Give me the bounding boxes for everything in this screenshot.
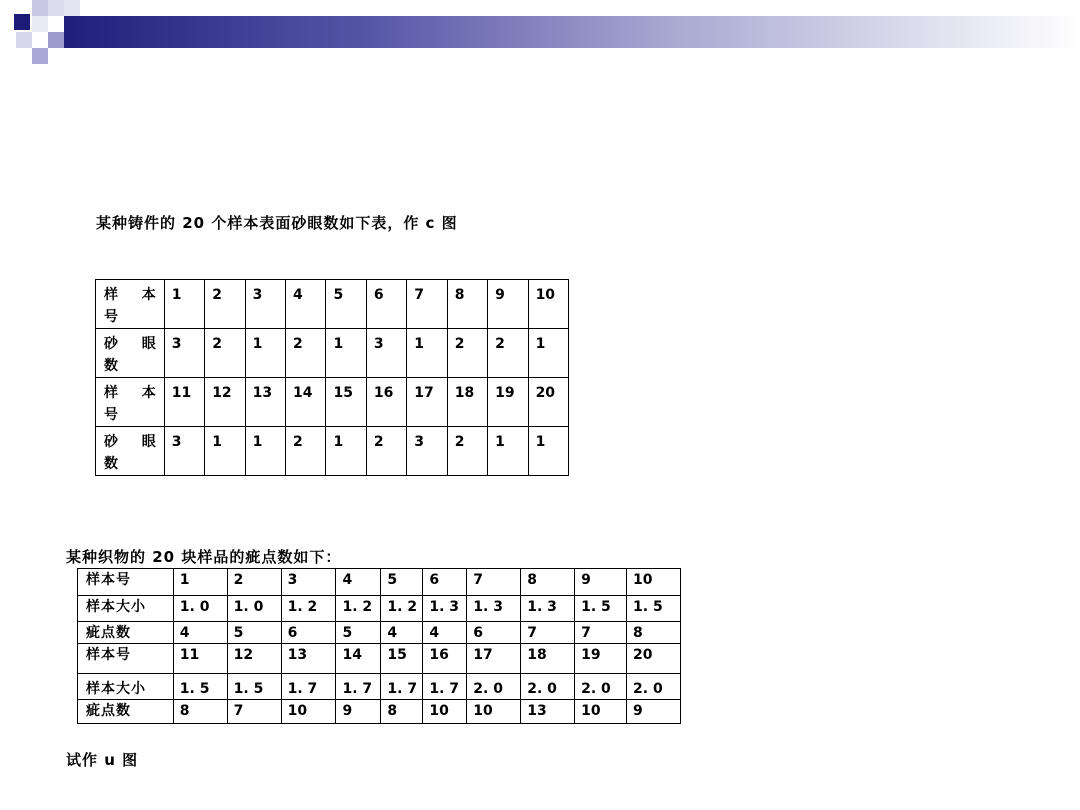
table-cell: 2: [447, 427, 487, 476]
header-square: [64, 0, 80, 16]
table-cell: 2. 0: [467, 674, 521, 700]
table-cell: 4: [286, 280, 326, 329]
table-cell: 15: [381, 644, 423, 674]
table-cell: 17: [407, 378, 447, 427]
table-cell: 1. 3: [521, 596, 575, 622]
table-cell: 7: [227, 700, 281, 724]
table-cell: 8: [447, 280, 487, 329]
table-cell: 1: [488, 427, 528, 476]
table-cell: 4: [381, 622, 423, 644]
row-label-line: 数: [104, 358, 118, 374]
header-square: [14, 14, 30, 30]
table-cell: 9: [488, 280, 528, 329]
table-cell: 1. 5: [627, 596, 681, 622]
table-cell: 3: [281, 569, 336, 596]
table-cell: 1: [245, 427, 285, 476]
table-cell: 1: [245, 329, 285, 378]
header-square: [48, 32, 64, 48]
table-cell: 1. 7: [281, 674, 336, 700]
row-label: [96, 329, 165, 378]
table-cell: 15: [326, 378, 366, 427]
table-cell: 11: [173, 644, 227, 674]
table-cell: 1. 0: [227, 596, 281, 622]
row-label: [96, 378, 165, 427]
table-cell: 1. 7: [423, 674, 467, 700]
table-cell: 1. 7: [336, 674, 381, 700]
table-cell: 1. 2: [336, 596, 381, 622]
header-square: [32, 48, 48, 64]
header-square: [16, 32, 32, 48]
row-label-line: 砂 眼: [104, 434, 156, 450]
table-cell: 10: [528, 280, 568, 329]
table-cell: 6: [366, 280, 406, 329]
table-cell: 3: [245, 280, 285, 329]
table-cell: 2. 0: [627, 674, 681, 700]
table-cell: 13: [521, 700, 575, 724]
table-cell: 10: [281, 700, 336, 724]
table-cell: 7: [575, 622, 627, 644]
table1-caption: 某种铸件的 20 个样本表面砂眼数如下表，作 c 图: [96, 214, 458, 232]
table-row: [78, 700, 681, 724]
row-label-line: 样 本: [104, 287, 156, 303]
table-cell: 4: [173, 622, 227, 644]
row-label-line: 号: [104, 407, 118, 423]
row-label: 样本大小: [78, 596, 174, 622]
table-cell: 10: [575, 700, 627, 724]
table-cell: 7: [407, 280, 447, 329]
table-cell: 1. 3: [467, 596, 521, 622]
table-cell: 16: [366, 378, 406, 427]
row-label: 样本大小: [78, 674, 174, 700]
row-label-line: 数: [104, 456, 118, 472]
table-cell: 12: [227, 644, 281, 674]
row-label-line: 砂 眼: [104, 336, 156, 352]
table-cell: 1: [205, 427, 245, 476]
table-cell: 2: [227, 569, 281, 596]
table-cell: 1: [407, 329, 447, 378]
table-cell: 5: [336, 622, 381, 644]
table-cell: 6: [467, 622, 521, 644]
row-label: 疵点数: [78, 700, 174, 724]
table-row: [78, 674, 681, 700]
table-cell: 6: [423, 569, 467, 596]
sand-hole-table: [95, 279, 569, 476]
header-square: [48, 0, 64, 16]
table-cell: 1. 7: [381, 674, 423, 700]
table-cell: 2. 0: [521, 674, 575, 700]
table-cell: 4: [336, 569, 381, 596]
table-row: [96, 280, 569, 329]
header-square: [32, 16, 48, 32]
table-cell: 2: [488, 329, 528, 378]
row-label-line: 号: [104, 309, 118, 325]
table-cell: 1. 2: [381, 596, 423, 622]
table-cell: 1: [164, 280, 204, 329]
row-label-line: 样 本: [104, 385, 156, 401]
fabric-defect-table: [77, 568, 681, 724]
table-cell: 2: [286, 329, 326, 378]
row-label: [96, 427, 165, 476]
table-row: [78, 644, 681, 674]
row-label: 疵点数: [78, 622, 174, 644]
row-label: 样本号: [78, 569, 174, 596]
table-cell: 3: [164, 329, 204, 378]
table-cell: 1. 5: [575, 596, 627, 622]
table-cell: 20: [528, 378, 568, 427]
table-cell: 14: [336, 644, 381, 674]
table-cell: 8: [381, 700, 423, 724]
table-cell: 2. 0: [575, 674, 627, 700]
table-cell: 1. 0: [173, 596, 227, 622]
table-cell: 12: [205, 378, 245, 427]
table-cell: 13: [281, 644, 336, 674]
table-row: [96, 378, 569, 427]
header-square: [32, 0, 48, 16]
table-cell: 1: [528, 329, 568, 378]
table-cell: 6: [281, 622, 336, 644]
table-cell: 9: [575, 569, 627, 596]
table-cell: 8: [627, 622, 681, 644]
table-cell: 8: [521, 569, 575, 596]
table-cell: 7: [467, 569, 521, 596]
row-label: [96, 280, 165, 329]
table-cell: 11: [164, 378, 204, 427]
table-cell: 2: [205, 329, 245, 378]
table-cell: 13: [245, 378, 285, 427]
table-cell: 2: [366, 427, 406, 476]
slide-header-bar: [64, 16, 1080, 48]
row-label: 样本号: [78, 644, 174, 674]
table-cell: 16: [423, 644, 467, 674]
table-cell: 7: [521, 622, 575, 644]
table-cell: 9: [336, 700, 381, 724]
table-cell: 17: [467, 644, 521, 674]
table-row: [78, 569, 681, 596]
table-cell: 3: [366, 329, 406, 378]
table-cell: 2: [205, 280, 245, 329]
table-cell: 8: [173, 700, 227, 724]
table-cell: 2: [447, 329, 487, 378]
table-cell: 5: [326, 280, 366, 329]
table-cell: 19: [488, 378, 528, 427]
table-cell: 9: [627, 700, 681, 724]
table-row: [96, 427, 569, 476]
table-cell: 1. 2: [281, 596, 336, 622]
table-cell: 10: [627, 569, 681, 596]
table-cell: 4: [423, 622, 467, 644]
table-cell: 1: [173, 569, 227, 596]
table-cell: 3: [164, 427, 204, 476]
table-cell: 1: [326, 427, 366, 476]
table-cell: 2: [286, 427, 326, 476]
table-cell: 18: [447, 378, 487, 427]
table-cell: 14: [286, 378, 326, 427]
table-row: [96, 329, 569, 378]
table-cell: 19: [575, 644, 627, 674]
table-cell: 1. 5: [173, 674, 227, 700]
table-cell: 10: [423, 700, 467, 724]
table-cell: 18: [521, 644, 575, 674]
table-cell: 10: [467, 700, 521, 724]
footer-instruction: 试作 u 图: [66, 751, 139, 769]
table-cell: 1: [326, 329, 366, 378]
table-cell: 3: [407, 427, 447, 476]
table-cell: 20: [627, 644, 681, 674]
table2-caption: 某种织物的 20 块样品的疵点数如下：: [66, 548, 342, 566]
table-row: [78, 596, 681, 622]
table-cell: 1: [528, 427, 568, 476]
table-cell: 5: [227, 622, 281, 644]
table-row: [78, 622, 681, 644]
table-cell: 1. 5: [227, 674, 281, 700]
table-cell: 5: [381, 569, 423, 596]
table-cell: 1. 3: [423, 596, 467, 622]
